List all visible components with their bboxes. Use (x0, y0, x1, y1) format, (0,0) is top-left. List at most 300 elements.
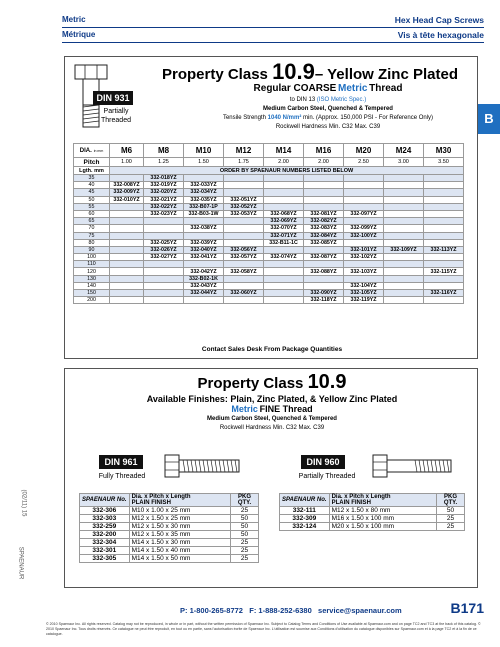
table-row (280, 507, 465, 515)
part-number-cell[interactable]: 332-023YZ (144, 210, 184, 217)
qty-header-2: QTY. (443, 500, 458, 506)
part-number-cell[interactable]: 332-116YZ (424, 290, 464, 297)
part-number-cell[interactable]: 332-069YZ (264, 218, 304, 225)
length-cell: 65 (74, 218, 110, 225)
pitch-cell: 2.50 (344, 158, 384, 167)
sales-desk-note: Contact Sales Desk From Package Quantities (201, 346, 343, 353)
pitch-cell: 1.75 (224, 158, 264, 167)
part-number-cell[interactable]: 332-B07-1P (184, 203, 224, 210)
footer-fax: F: 1-888-252-6380 (249, 606, 312, 615)
header-rule-2 (62, 42, 484, 43)
qty-cell: 25 (231, 539, 259, 547)
qty-header-2: QTY. (237, 500, 252, 506)
part-number-cell (264, 175, 304, 182)
part-number-cell[interactable]: 332-041YZ (184, 254, 224, 261)
length-cell: 110 (74, 261, 110, 268)
title-prefix: Property Class (162, 66, 268, 83)
part-number-cell (304, 246, 344, 253)
coarse-thread-table (73, 143, 464, 304)
part-number-cell (424, 175, 464, 182)
din-931-badge: DIN 931 (93, 91, 133, 105)
part-header: SPAENAUR No. (80, 494, 130, 507)
dia-m10: M10 (184, 144, 224, 158)
pitch-cell: 1.25 (144, 158, 184, 167)
table-row (74, 268, 464, 275)
part-number-cell (384, 261, 424, 268)
din-960-label: Partially Threaded (298, 473, 356, 480)
part-number-cell (144, 261, 184, 268)
part-number-cell (424, 218, 464, 225)
part-number-cell (304, 175, 344, 182)
size-cell: M12 x 1.50 x 30 mm (129, 523, 230, 531)
length-cell: 120 (74, 268, 110, 275)
part-number-cell[interactable]: 332-099YZ (344, 225, 384, 232)
table-row (80, 507, 259, 515)
table-row (80, 547, 259, 555)
part-number-cell (384, 275, 424, 282)
part-number-cell[interactable]: 332-085YZ (304, 239, 344, 246)
part-number-cell[interactable]: 332-009YZ (110, 189, 144, 196)
din-931-label (93, 107, 139, 125)
din-931-label-1: Partially (103, 108, 129, 115)
part-number-cell (384, 196, 424, 203)
part-number-cell (184, 218, 224, 225)
part-number-cell (110, 232, 144, 239)
length-cell: 140 (74, 282, 110, 289)
length-cell: 90 (74, 246, 110, 253)
part-number-cell[interactable]: 332-B03-1W (184, 210, 224, 217)
part-number-cell (184, 261, 224, 268)
part-number-cell (304, 189, 344, 196)
table-row (74, 203, 464, 210)
part-number-cell[interactable]: 332-039YZ (184, 239, 224, 246)
part-number-cell (110, 246, 144, 253)
part-number-cell[interactable]: 332-034YZ (184, 189, 224, 196)
part-number-cell[interactable]: 332-027YZ (144, 254, 184, 261)
size-cell: M20 x 1.50 x 100 mm (329, 523, 436, 531)
fine-title-prefix: Property Class (197, 375, 304, 392)
part-number-cell (424, 203, 464, 210)
part-number-cell[interactable]: 332-090YZ (304, 290, 344, 297)
part-number-cell[interactable]: 332-035YZ (184, 196, 224, 203)
title-number: 10.9 (272, 59, 315, 84)
part-number-cell[interactable]: 332-309 (280, 515, 330, 523)
part-number-cell (224, 232, 264, 239)
part-number-cell[interactable]: 332-071YZ (264, 232, 304, 239)
part-number-cell (264, 275, 304, 282)
part-number-cell[interactable]: 332-305 (80, 555, 130, 563)
part-number-cell (224, 175, 264, 182)
part-number-cell[interactable]: 332-051YZ (224, 196, 264, 203)
spec-line-4-c: min. (Approx. 150,000 PSI - For Reference Only) (303, 115, 434, 121)
header-left-fr: Métrique (62, 30, 96, 39)
part-number-cell[interactable]: 332-040YZ (184, 246, 224, 253)
part-number-cell (344, 275, 384, 282)
qty-cell: 50 (231, 531, 259, 539)
part-number-cell[interactable]: 332-038YZ (184, 225, 224, 232)
part-number-cell (424, 232, 464, 239)
part-number-cell (224, 225, 264, 232)
part-number-cell (224, 218, 264, 225)
part-number-cell[interactable]: 332-010YZ (110, 196, 144, 203)
part-number-cell[interactable]: 332-105YZ (344, 290, 384, 297)
length-cell: 130 (74, 275, 110, 282)
qty-cell: 50 (231, 523, 259, 531)
part-number-cell[interactable]: 332-301 (80, 547, 130, 555)
length-cell: 50 (74, 196, 110, 203)
part-number-cell (144, 282, 184, 289)
fine-line-1-text: Available Finishes: Plain, Zinc Plated, & Yellow Zinc Plated (146, 394, 398, 404)
part-number-cell[interactable]: 332-070YZ (264, 225, 304, 232)
desc-header-2: PLAIN FINISH (331, 500, 371, 506)
spec-line-1 (183, 84, 473, 95)
side-code: (02/11) 15 (20, 489, 27, 517)
part-number-cell (264, 282, 304, 289)
part-number-cell (110, 261, 144, 268)
desc-header-1: Dia. x Pitch x Length (131, 494, 191, 500)
table-row (74, 189, 464, 196)
spec-line-1-a: Regular COARSE (253, 83, 337, 94)
part-number-cell (424, 189, 464, 196)
side-brand: SPAENAUR (17, 546, 24, 580)
part-number-cell (424, 210, 464, 217)
header-right-fr: Vis à tête hexagonale (397, 30, 484, 40)
part-number-cell (384, 254, 424, 261)
part-number-cell (144, 297, 184, 304)
dia-header (74, 144, 110, 158)
header-right-en: Hex Head Cap Screws (394, 15, 484, 25)
part-number-cell (344, 182, 384, 189)
part-number-cell[interactable]: 332-022YZ (144, 203, 184, 210)
pitch-cell: 1.00 (110, 158, 144, 167)
spec-line-3: Medium Carbon Steel, Quenched & Tempered (263, 106, 393, 112)
part-number-cell[interactable]: 332-304 (80, 539, 130, 547)
fine-thread-panel (64, 368, 478, 588)
desc-header-1: Dia. x Pitch x Length (331, 494, 391, 500)
part-number-cell[interactable]: 332-068YZ (264, 210, 304, 217)
part-number-cell (384, 182, 424, 189)
part-number-cell (344, 239, 384, 246)
part-number-cell (424, 196, 464, 203)
part-number-cell (264, 246, 304, 253)
part-number-cell (384, 203, 424, 210)
part-number-cell[interactable]: 332-087YZ (304, 254, 344, 261)
part-number-cell (264, 297, 304, 304)
length-cell: 70 (74, 225, 110, 232)
part-number-cell (110, 275, 144, 282)
length-cell: 100 (74, 254, 110, 261)
page-number: B171 (450, 600, 484, 616)
part-number-cell[interactable]: 332-259 (80, 523, 130, 531)
fine-line-2-a: Metric (231, 404, 258, 414)
din-960-badge: DIN 960 (301, 455, 345, 469)
part-number-cell (304, 182, 344, 189)
coarse-thread-panel (64, 56, 478, 359)
part-number-cell[interactable]: 332-052YZ (224, 203, 264, 210)
part-number-cell (110, 175, 144, 182)
part-number-cell (384, 232, 424, 239)
part-number-cell[interactable]: 332-021YZ (144, 196, 184, 203)
fine-line-4: Rockwell Hardness Min. C32 Max. C39 (219, 425, 325, 431)
part-number-cell (344, 218, 384, 225)
footer-contact (180, 606, 402, 615)
size-cell: M14 x 1.50 x 40 mm (129, 547, 230, 555)
qty-cell: 25 (231, 555, 259, 563)
part-number-cell (304, 261, 344, 268)
part-number-cell (144, 275, 184, 282)
part-number-cell (424, 182, 464, 189)
part-number-cell[interactable]: 332-100YZ (344, 232, 384, 239)
size-cell: M14 x 1.50 x 30 mm (129, 539, 230, 547)
part-number-cell[interactable]: 332-033YZ (184, 182, 224, 189)
part-number-cell (224, 182, 264, 189)
part-number-cell (224, 297, 264, 304)
length-cell: 75 (74, 232, 110, 239)
part-number-cell (384, 268, 424, 275)
part-number-cell[interactable]: 332-082YZ (304, 218, 344, 225)
pitch-cell: 2.00 (304, 158, 344, 167)
part-number-cell (110, 268, 144, 275)
qty-cell: 25 (437, 515, 465, 523)
part-number-cell[interactable]: 332-200 (80, 531, 130, 539)
spec-line-2-b: (ISO Metric Spec.) (316, 97, 367, 103)
part-number-cell[interactable]: 332-081YZ (304, 210, 344, 217)
table-row (74, 239, 464, 246)
pitch-cell: 3.00 (384, 158, 424, 167)
size-cell: M14 x 1.50 x 50 mm (129, 555, 230, 563)
part-number-cell[interactable]: 332-118YZ (304, 297, 344, 304)
din-961-badge: DIN 961 (99, 455, 143, 469)
table-row (80, 531, 259, 539)
part-number-cell[interactable]: 332-026YZ (144, 246, 184, 253)
spec-line-5: Rockwell Hardness Min. C32 Max. C39 (275, 124, 381, 130)
part-number-cell (144, 290, 184, 297)
din-960-table (279, 493, 465, 531)
length-cell: 55 (74, 203, 110, 210)
part-number-cell (424, 239, 464, 246)
part-number-cell (110, 225, 144, 232)
table-row (280, 515, 465, 523)
fully-threaded-bolt-icon (163, 451, 243, 481)
table-row (74, 254, 464, 261)
part-number-cell (224, 239, 264, 246)
part-number-cell[interactable]: 332-043YZ (184, 282, 224, 289)
desc-header (329, 494, 436, 507)
part-number-cell (264, 290, 304, 297)
part-number-cell (110, 290, 144, 297)
part-number-cell[interactable]: 332-018YZ (144, 175, 184, 182)
din-961-label: Fully Threaded (98, 473, 146, 480)
fine-title-number: 10.9 (307, 371, 347, 393)
part-number-cell[interactable]: 332-104YZ (344, 282, 384, 289)
part-number-cell (344, 203, 384, 210)
size-cell: M16 x 1.50 x 100 mm (329, 515, 436, 523)
fine-line-2-b: FINE Thread (259, 404, 313, 414)
size-cell: M12 x 1.50 x 25 mm (129, 515, 230, 523)
table-header-row (280, 494, 465, 507)
part-number-cell (304, 282, 344, 289)
part-number-cell (304, 275, 344, 282)
part-number-cell (224, 261, 264, 268)
part-number-cell (144, 232, 184, 239)
part-number-cell[interactable]: 332-025YZ (144, 239, 184, 246)
part-number-cell[interactable]: 332-111 (280, 507, 330, 515)
part-number-cell[interactable]: 332-113YZ (424, 246, 464, 253)
part-number-cell[interactable]: 332-084YZ (304, 232, 344, 239)
part-number-cell[interactable]: 332-053YZ (224, 210, 264, 217)
table-row (74, 275, 464, 282)
partially-threaded-bolt-icon (371, 451, 455, 481)
spec-line-4-a: Tensile Strength (222, 115, 266, 121)
table-row (74, 225, 464, 232)
part-number-cell[interactable]: 332-008YZ (110, 182, 144, 189)
part-number-cell (384, 239, 424, 246)
part-number-cell (384, 282, 424, 289)
part-number-cell (224, 275, 264, 282)
table-row (80, 515, 259, 523)
part-number-cell[interactable]: 332-083YZ (304, 225, 344, 232)
length-cell: 40 (74, 182, 110, 189)
dia-m6: M6 (110, 144, 144, 158)
part-number-cell[interactable]: 332-056YZ (224, 246, 264, 253)
part-number-cell[interactable]: 332-042YZ (184, 268, 224, 275)
part-number-cell (384, 225, 424, 232)
part-number-cell[interactable]: 332-020YZ (144, 189, 184, 196)
part-number-cell (424, 282, 464, 289)
dia-m12: M12 (224, 144, 264, 158)
footer-email[interactable]: service@spaenaur.com (318, 606, 402, 615)
pitch-cell: 3.50 (424, 158, 464, 167)
part-number-cell (304, 196, 344, 203)
table-row (74, 232, 464, 239)
qty-cell: 50 (231, 515, 259, 523)
size-cell: M12 x 1.50 x 35 mm (129, 531, 230, 539)
part-number-cell[interactable]: 332-303 (80, 515, 130, 523)
spec-line-1-b: Metric (338, 83, 368, 94)
size-cell: M10 x 1.00 x 25 mm (129, 507, 230, 515)
part-number-cell[interactable]: 332-101YZ (344, 246, 384, 253)
part-number-cell (184, 297, 224, 304)
order-header: ORDER BY SPAENAUR NUMBERS LISTED BELOW (110, 167, 464, 175)
part-number-cell[interactable]: 332-103YZ (344, 268, 384, 275)
length-header: Lgth. mm (74, 167, 110, 175)
part-number-cell[interactable]: 332-B02-1K (184, 275, 224, 282)
part-number-cell[interactable]: 332-102YZ (344, 254, 384, 261)
fine-panel-title (65, 371, 479, 394)
part-number-cell (344, 196, 384, 203)
qty-cell: 25 (231, 547, 259, 555)
part-number-cell[interactable]: 332-057YZ (224, 254, 264, 261)
part-number-cell[interactable]: 332-115YZ (424, 268, 464, 275)
length-cell: 35 (74, 175, 110, 182)
pitch-row (74, 158, 464, 167)
part-number-cell[interactable]: 332-B11-1C (264, 239, 304, 246)
qty-cell: 25 (231, 507, 259, 515)
part-number-cell[interactable]: 332-019YZ (144, 182, 184, 189)
table-row (74, 175, 464, 182)
table-row (74, 297, 464, 304)
part-number-cell (144, 225, 184, 232)
spec-line-2-a: to DIN 13 (289, 97, 316, 103)
part-number-cell (304, 203, 344, 210)
din-961-table (79, 493, 259, 563)
length-cell: 200 (74, 297, 110, 304)
footer-phone[interactable]: P: 1-800-265-8772 (180, 606, 243, 615)
qty-header-1: PKG (443, 494, 457, 500)
part-number-cell (184, 175, 224, 182)
part-number-cell (384, 297, 424, 304)
part-number-cell (110, 282, 144, 289)
part-number-cell (384, 290, 424, 297)
table-row (80, 539, 259, 547)
part-number-cell (224, 282, 264, 289)
qty-header (231, 494, 259, 507)
part-number-cell (264, 203, 304, 210)
diameter-row (74, 144, 464, 158)
length-cell: 45 (74, 189, 110, 196)
qty-cell: 25 (437, 523, 465, 531)
spec-line-1-c: Thread (369, 83, 403, 94)
length-cell: 60 (74, 210, 110, 217)
part-number-cell (384, 210, 424, 217)
part-number-cell (424, 261, 464, 268)
dia-m14: M14 (264, 144, 304, 158)
dia-label: DIA. (79, 147, 92, 154)
din-931-label-2: Threaded (101, 117, 131, 124)
part-number-cell (144, 218, 184, 225)
part-number-cell[interactable]: 332-124 (280, 523, 330, 531)
part-number-cell[interactable]: 332-074YZ (264, 254, 304, 261)
part-number-cell (344, 175, 384, 182)
part-number-cell (344, 189, 384, 196)
part-number-cell[interactable]: 332-097YZ (344, 210, 384, 217)
part-number-cell[interactable]: 332-058YZ (224, 268, 264, 275)
table-row (74, 182, 464, 189)
fine-line-3: Medium Carbon Steel, Quenched & Tempered (207, 416, 337, 422)
part-number-cell (110, 297, 144, 304)
part-number-cell (264, 268, 304, 275)
pitch-header: Pitch (74, 158, 110, 167)
part-number-cell (264, 261, 304, 268)
order-header-row (74, 167, 464, 175)
part-number-cell[interactable]: 332-109YZ (384, 246, 424, 253)
table-row (74, 196, 464, 203)
part-number-cell[interactable]: 332-044YZ (184, 290, 224, 297)
table-row (74, 261, 464, 268)
dia-m16: M16 (304, 144, 344, 158)
part-number-cell (144, 268, 184, 275)
part-number-cell (424, 225, 464, 232)
table-row (74, 218, 464, 225)
dia-m8: M8 (144, 144, 184, 158)
part-number-cell[interactable]: 332-060YZ (224, 290, 264, 297)
part-number-cell (424, 254, 464, 261)
part-number-cell[interactable]: 332-088YZ (304, 268, 344, 275)
length-cell: 150 (74, 290, 110, 297)
table-row (74, 210, 464, 217)
part-header: SPAENAUR No. (280, 494, 330, 507)
part-number-cell (184, 232, 224, 239)
part-number-cell (384, 218, 424, 225)
part-number-cell (424, 297, 464, 304)
part-number-cell[interactable]: 332-306 (80, 507, 130, 515)
desc-header (129, 494, 230, 507)
pitch-cell: 2.00 (264, 158, 304, 167)
section-tab[interactable]: B (478, 104, 500, 134)
table-row (74, 246, 464, 253)
part-number-cell[interactable]: 332-119YZ (344, 297, 384, 304)
spec-line-4-b: 1040 N/mm² (267, 115, 302, 121)
